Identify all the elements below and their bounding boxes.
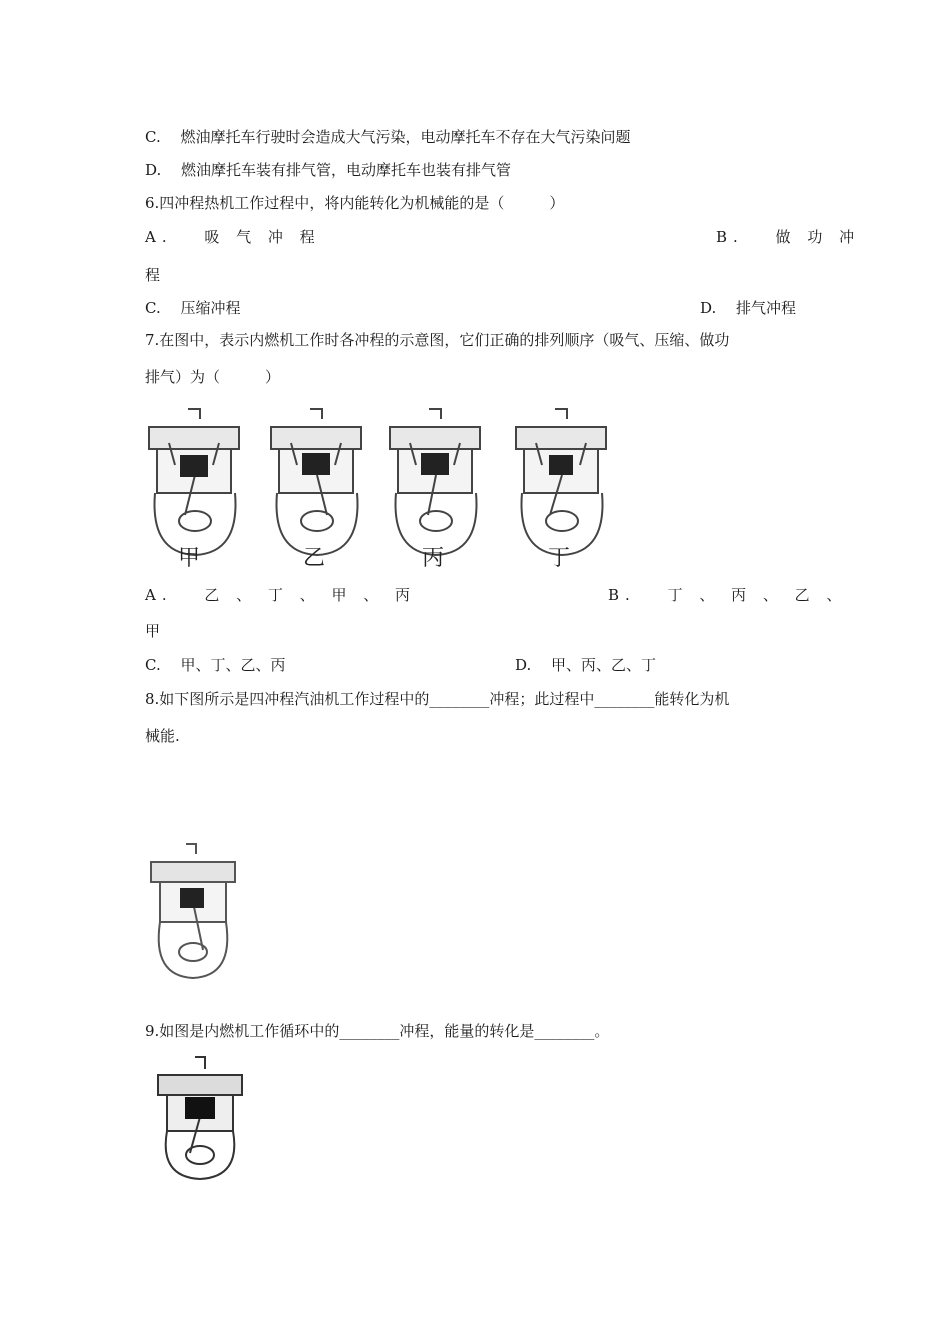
q8-stem-line2: 械能. [145, 727, 180, 745]
engine-diagram-q9 [155, 1055, 245, 1180]
q7-option-a: A. 乙 、 丁 、 甲 、 丙 [145, 586, 416, 604]
q6-stem: 6.四冲程热机工作过程中，将内能转化为机械能的是（ ） [145, 194, 565, 212]
q8-stem-line1: 8.如下图所示是四冲程汽油机工作过程中的________冲程；此过程中________能转化为机 [145, 690, 730, 708]
q6-option-c: C. 压缩冲程 [145, 299, 241, 317]
engine-diagram-jia [145, 403, 245, 568]
engine-diagram-q8 [148, 840, 238, 980]
q7-option-b: B. 丁 、 丙 、 乙 、 [608, 586, 848, 604]
q7-label-yi: 乙 [303, 546, 326, 568]
q7-option-c: C. 甲、丁、乙、丙 [145, 656, 286, 674]
q9-stem: 9.如图是内燃机工作循环中的________冲程，能量的转化是________。 [145, 1022, 610, 1040]
q7-option-d: D. 甲、丙、乙、丁 [515, 656, 657, 674]
engine-diagram-bing [386, 403, 486, 568]
q7-stem-line1: 7.在图中，表示内燃机工作时各冲程的示意图，它们正确的排列顺序（吸气、压缩、做功 [145, 331, 730, 349]
q7-label-ding: 丁 [548, 546, 571, 568]
q6-option-b: B. 做 功 冲 [716, 228, 861, 246]
engine-diagram-ding [512, 403, 612, 568]
q7-label-jia: 甲 [178, 546, 201, 568]
engine-diagram-yi [267, 403, 367, 568]
q7-option-b-wrap: 甲 [145, 622, 161, 640]
q7-stem-line2: 排气）为（ ） [145, 368, 281, 386]
q6-option-d: D. 排气冲程 [700, 299, 797, 317]
q6-option-a: A. 吸 气 冲 程 [145, 228, 321, 246]
q5-option-c: C. 燃油摩托车行驶时会造成大气污染，电动摩托车不存在大气污染问题 [145, 128, 631, 146]
q5-option-d: D. 燃油摩托车装有排气管，电动摩托车也装有排气管 [145, 161, 512, 179]
q7-label-bing: 丙 [422, 546, 445, 568]
q6-option-b-wrap: 程 [145, 266, 161, 284]
